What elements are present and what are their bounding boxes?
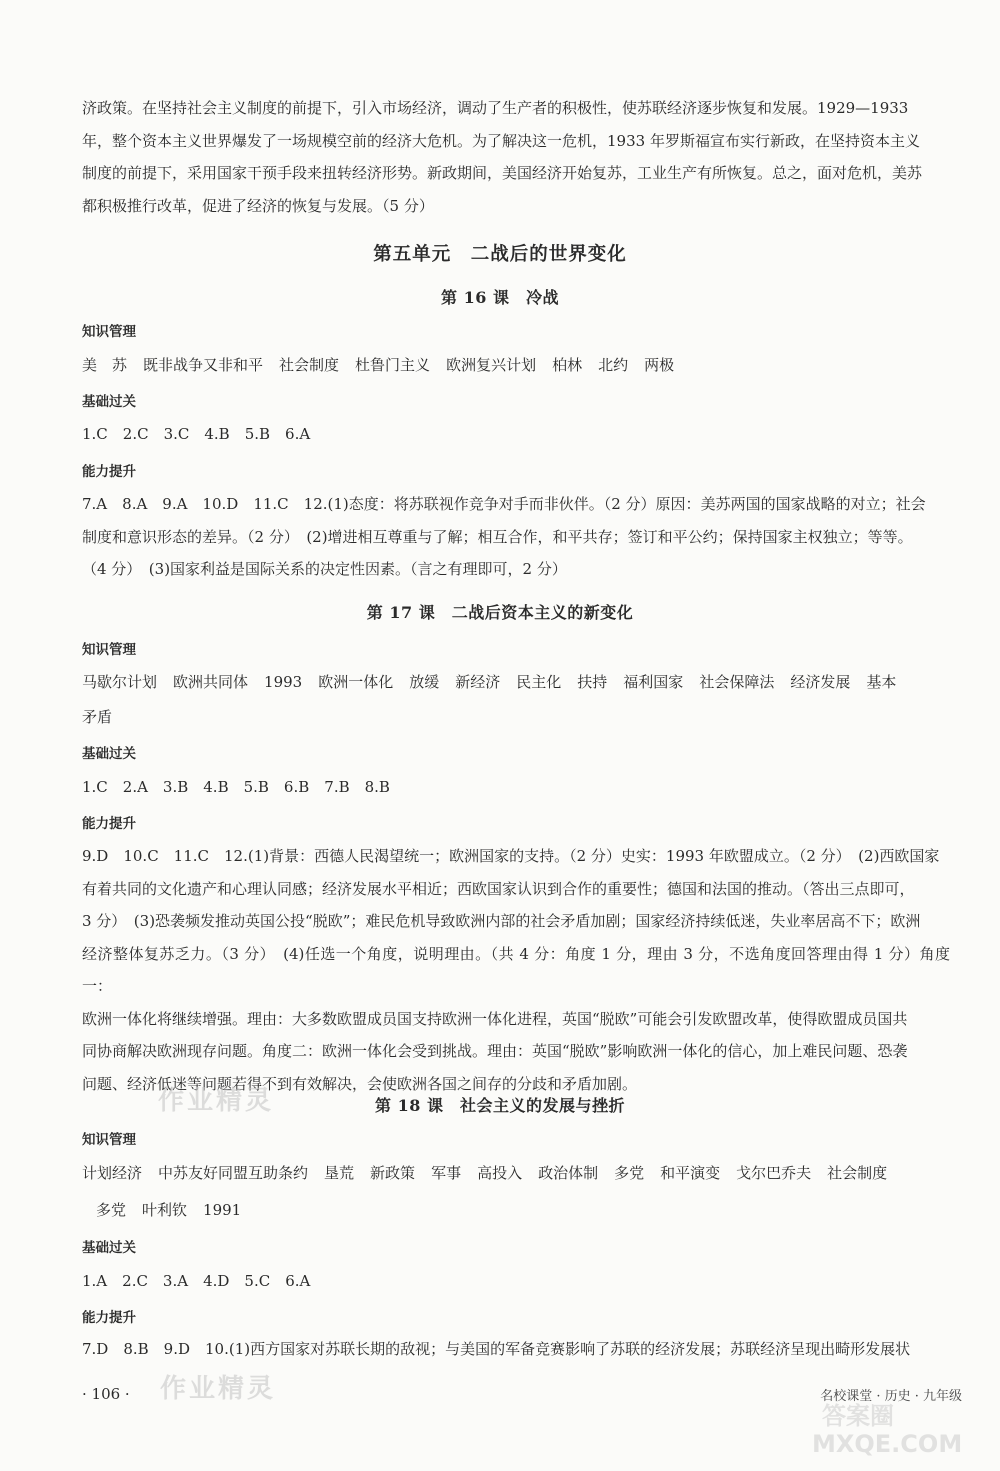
text-line: 3 分） (3)恐袭频发推动英国公投“脱欧”；难民危机导致欧洲内部的社会矛盾加剧；国家经济持续低迷，失业率居高不下；欧洲 (82, 912, 921, 930)
term: 马歇尔计划 (82, 673, 158, 691)
term: 高投入 (477, 1164, 523, 1182)
watermark: 答案圈 (822, 1402, 894, 1430)
term: 戈尔巴乔夫 (736, 1164, 812, 1182)
knowledge-terms (82, 354, 690, 375)
term: 社会制度 (827, 1164, 888, 1182)
term: 放缓 (409, 673, 440, 691)
advanced-answers (82, 840, 950, 1100)
term: 福利国家 (623, 673, 684, 691)
term: 新政策 (370, 1164, 416, 1182)
text-line: （4 分） (3)国家利益是国际关系的决定性因素。（言之有理即可，2 分） (82, 560, 567, 578)
unit-title: 第五单元 二战后的世界变化 (373, 244, 627, 265)
term: 政治体制 (538, 1164, 599, 1182)
term: 经济发展 (790, 673, 851, 691)
section-heading-basic: 基础过关 (82, 394, 136, 410)
section-heading-basic: 基础过关 (82, 746, 136, 762)
text-line: 问题、经济低迷等问题若得不到有效解决，会使欧洲各国之间存的分歧和矛盾加剧。 (82, 1074, 638, 1093)
watermark: 作业精灵 (158, 1086, 275, 1116)
lesson-16-title: 第 16 课 冷战 (441, 288, 559, 307)
term: 多党 (614, 1164, 645, 1182)
text-line: 9.D 10.C 11.C 12.(1)背景：西德人民渴望统一；欧洲国家的支持。（2 分）史实：1993 年欧盟成立。（2 分） (2)西欧国家 (82, 847, 940, 865)
text-line: 济政策。在坚持社会主义制度的前提下，引入市场经济，调动了生产者的积极性，使苏联经济逐步恢复和发展。1929—1933 (82, 99, 909, 117)
intro-paragraph (82, 92, 950, 222)
knowledge-terms-continued (96, 1199, 257, 1220)
term: 叶利钦 (142, 1201, 188, 1219)
section-heading-advanced: 能力提升 (82, 816, 136, 832)
term: 社会保障法 (699, 673, 775, 691)
term: 北约 (598, 356, 629, 374)
text-line: 制度的前提下，采用国家干预手段来扭转经济形势。新政期间，美国经济开始复苏，工业生产有所恢复。总之，面对危机，美苏 (82, 164, 923, 182)
term: 中苏友好同盟互助条约 (158, 1164, 309, 1182)
page-number: · 106 · (82, 1385, 130, 1403)
advanced-answers (82, 488, 950, 586)
text-line: 都积极推行改革，促进了经济的恢复与发展。（5 分） (82, 196, 434, 215)
knowledge-terms-continued: 矛盾 (82, 708, 113, 726)
basic-answers: 1.C 2.C 3.C 4.B 5.B 6.A (82, 425, 311, 443)
watermark: MXQE.COM (812, 1430, 963, 1458)
text-line: 同协商解决欧洲现存问题。角度二：欧洲一体化会受到挑战。理由：英国“脱欧”影响欧洲一体化的信心，加上难民问题、恐袭 (82, 1042, 908, 1060)
text-line: 制度和意识形态的差异。（2 分） (2)增进相互尊重与了解；相互合作，和平共存；签订和平公约；保持国家主权独立；等等。 (82, 527, 913, 546)
text-line: 年，整个资本主义世界爆发了一场规模空前的经济大危机。为了解决这一危机，1933 年罗斯福宣布实行新政，在坚持资本主义 (82, 131, 920, 150)
term: 社会制度 (279, 356, 340, 374)
section-heading-knowledge: 知识管理 (82, 1132, 136, 1148)
term: 新经济 (455, 673, 501, 691)
term: 军事 (431, 1164, 462, 1182)
section-heading-knowledge: 知识管理 (82, 642, 136, 658)
term: 基本 (866, 673, 897, 691)
watermark: 作业精灵 (160, 1374, 277, 1404)
section-heading-advanced: 能力提升 (82, 464, 136, 480)
text-line: 7.D 8.B 9.D 10.(1)西方国家对苏联长期的敌视；与美国的军备竞赛影响了苏联的经济发展；苏联经济呈现出畸形发展状 (82, 1340, 911, 1358)
basic-answers: 1.C 2.A 3.B 4.B 5.B 6.B 7.B 8.B (82, 778, 390, 796)
text-line: 有着共同的文化遗产和心理认同感；经济发展水平相近；西欧国家认识到合作的重要性；德国和法国的推动。（答出三点即可， (82, 879, 915, 898)
text-line: 7.A 8.A 9.A 10.D 11.C 12.(1)态度：将苏联视作竞争对手而非伙伴。（2 分）原因：美苏两国的国家战略的对立；社会 (82, 495, 926, 513)
term: 垦荒 (324, 1164, 355, 1182)
term: 扶持 (577, 673, 608, 691)
knowledge-terms (82, 1162, 903, 1183)
term: 民主化 (516, 673, 562, 691)
lesson-18-title: 第 18 课 社会主义的发展与挫折 (375, 1096, 625, 1115)
knowledge-terms (82, 671, 912, 692)
series-title: 名校课堂 · 历史 · 九年级 (820, 1389, 962, 1404)
section-heading-basic: 基础过关 (82, 1240, 136, 1256)
basic-answers: 1.A 2.C 3.A 4.D 5.C 6.A (82, 1272, 311, 1290)
section-heading-knowledge: 知识管理 (82, 324, 136, 340)
term: 欧洲一体化 (318, 673, 394, 691)
term: 柏林 (552, 356, 583, 374)
term: 既非战争又非和平 (143, 356, 264, 374)
term: 1991 (203, 1201, 242, 1219)
section-heading-advanced: 能力提升 (82, 1310, 136, 1326)
text-line: 经济整体复苏乏力。（3 分） (4)任选一个角度，说明理由。（共 4 分：角度 1 分，理由 3 分，不选角度回答理由得 1 分）角度一： (82, 944, 950, 995)
term: 杜鲁门主义 (355, 356, 431, 374)
term: 计划经济 (82, 1164, 143, 1182)
term: 1993 (264, 673, 303, 691)
term: 欧洲共同体 (173, 673, 249, 691)
term: 欧洲复兴计划 (446, 356, 537, 374)
term: 两极 (644, 356, 675, 374)
term: 多党 (96, 1201, 127, 1219)
term: 美 苏 (82, 356, 128, 374)
lesson-17-title: 第 17 课 二战后资本主义的新变化 (366, 603, 634, 622)
advanced-answers (82, 1333, 950, 1366)
text-line: 欧洲一体化将继续增强。理由：大多数欧盟成员国支持欧洲一体化进程，英国“脱欧”可能会引发欧盟改革，使得欧盟成员国共 (82, 1009, 908, 1028)
term: 和平演变 (660, 1164, 721, 1182)
